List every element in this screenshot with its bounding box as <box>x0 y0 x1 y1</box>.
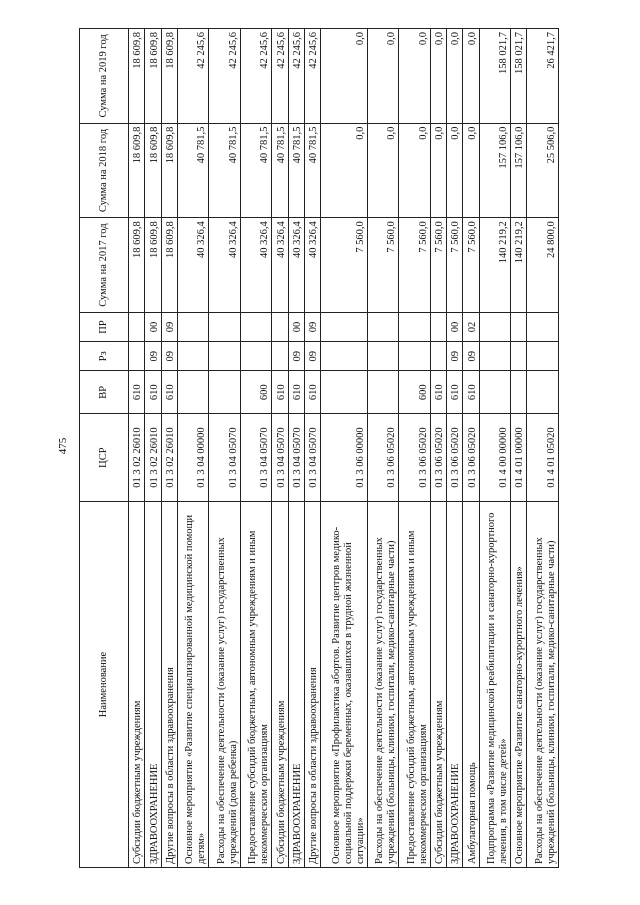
amount-2018-cell: 0,0 <box>463 123 479 218</box>
table-row <box>161 29 177 868</box>
amount-2017-cell: 40 326,4 <box>240 218 271 313</box>
name-cell: ЗДРАВООХРАНЕНИЕ <box>288 502 304 868</box>
amount-2018-cell: 157 106,0 <box>511 123 527 218</box>
header-pr: ПР <box>80 312 129 341</box>
amount-2018-cell: 157 106,0 <box>479 123 510 218</box>
amount-2017-cell: 18 609,8 <box>161 218 177 313</box>
amount-2017-cell: 7 560,0 <box>321 218 368 313</box>
amount-2018-cell: 18 609,8 <box>129 123 145 218</box>
csr-cell: 01 3 06 05020 <box>430 414 446 502</box>
table-row <box>145 29 161 868</box>
pr-cell <box>272 312 288 341</box>
pr-cell <box>511 312 527 341</box>
vr-cell <box>511 371 527 414</box>
rz-cell: 09 <box>447 342 463 371</box>
name-cell: Подпрограмма «Развитие медицинской реабилитации и санаторно-курортного лечения, в том числе детей» <box>479 502 510 868</box>
vr-cell: 600 <box>240 371 271 414</box>
table-row <box>178 29 209 868</box>
table-row <box>511 29 527 868</box>
vr-cell: 610 <box>447 371 463 414</box>
pr-cell <box>399 312 430 341</box>
amount-2019-cell: 42 245,6 <box>272 29 288 124</box>
table-row <box>479 29 510 868</box>
amount-2017-cell: 140 219,2 <box>479 218 510 313</box>
vr-cell: 600 <box>399 371 430 414</box>
amount-2018-cell: 18 609,8 <box>161 123 177 218</box>
amount-2019-cell: 18 609,8 <box>129 29 145 124</box>
name-cell: Другие вопросы в области здравоохранения <box>161 502 177 868</box>
header-2019: Сумма на 2019 год <box>80 29 129 124</box>
table-row <box>321 29 368 868</box>
amount-2019-cell: 18 609,8 <box>161 29 177 124</box>
rz-cell <box>240 342 271 371</box>
csr-cell: 01 4 01 00000 <box>511 414 527 502</box>
amount-2017-cell: 40 326,4 <box>288 218 304 313</box>
name-cell: Основное мероприятие «Развитие санаторно-курортного лечения» <box>511 502 527 868</box>
budget-table <box>79 28 559 868</box>
amount-2018-cell: 0,0 <box>447 123 463 218</box>
rz-cell <box>399 342 430 371</box>
name-cell: Субсидии бюджетным учреждениям <box>129 502 145 868</box>
name-cell: Расходы на обеспечение деятельности (оказание услуг) государственных учреждений (дома ребенка) <box>209 502 240 868</box>
pr-cell: 00 <box>447 312 463 341</box>
amount-2019-cell: 0,0 <box>367 29 398 124</box>
rz-cell <box>367 342 398 371</box>
rz-cell: 09 <box>463 342 479 371</box>
rz-cell <box>479 342 510 371</box>
header-2017: Сумма на 2017 год <box>80 218 129 313</box>
amount-2017-cell: 140 219,2 <box>511 218 527 313</box>
name-cell: Субсидии бюджетным учреждениям <box>430 502 446 868</box>
name-cell: Субсидии бюджетным учреждениям <box>272 502 288 868</box>
amount-2018-cell: 0,0 <box>430 123 446 218</box>
table-row <box>527 29 559 868</box>
vr-cell <box>479 371 510 414</box>
amount-2018-cell: 40 781,5 <box>304 123 320 218</box>
pr-cell <box>321 312 368 341</box>
amount-2019-cell: 18 609,8 <box>145 29 161 124</box>
amount-2017-cell: 40 326,4 <box>272 218 288 313</box>
pr-cell: 00 <box>288 312 304 341</box>
amount-2019-cell: 42 245,6 <box>209 29 240 124</box>
amount-2018-cell: 0,0 <box>367 123 398 218</box>
rz-cell: 09 <box>145 342 161 371</box>
page-number: 475 <box>57 437 69 455</box>
table-row <box>129 29 145 868</box>
table-row <box>304 29 320 868</box>
pr-cell <box>178 312 209 341</box>
amount-2017-cell: 40 326,4 <box>178 218 209 313</box>
name-cell: Расходы на обеспечение деятельности (оказание услуг) государственных учреждений (больницы, клиники, госпитали, медико-санитарные части) <box>367 502 398 868</box>
csr-cell: 01 3 04 05070 <box>240 414 271 502</box>
header-rz: Рз <box>80 342 129 371</box>
csr-cell: 01 4 00 00000 <box>479 414 510 502</box>
amount-2019-cell: 158 021,7 <box>511 29 527 124</box>
table-row <box>367 29 398 868</box>
amount-2018-cell: 0,0 <box>321 123 368 218</box>
amount-2018-cell: 0,0 <box>399 123 430 218</box>
amount-2019-cell: 42 245,6 <box>288 29 304 124</box>
amount-2019-cell: 0,0 <box>430 29 446 124</box>
rz-cell <box>527 342 559 371</box>
vr-cell: 610 <box>272 371 288 414</box>
vr-cell <box>321 371 368 414</box>
amount-2017-cell: 40 326,4 <box>209 218 240 313</box>
csr-cell: 01 3 06 00000 <box>321 414 368 502</box>
table-row <box>463 29 479 868</box>
amount-2019-cell: 42 245,6 <box>240 29 271 124</box>
name-cell: Другие вопросы в области здравоохранения <box>304 502 320 868</box>
csr-cell: 01 3 06 05020 <box>399 414 430 502</box>
csr-cell: 01 3 02 26010 <box>161 414 177 502</box>
header-name: Наименование <box>80 502 129 868</box>
vr-cell: 610 <box>161 371 177 414</box>
table-row <box>430 29 446 868</box>
amount-2019-cell: 42 245,6 <box>178 29 209 124</box>
csr-cell: 01 3 02 26010 <box>145 414 161 502</box>
amount-2018-cell: 18 609,8 <box>145 123 161 218</box>
vr-cell <box>527 371 559 414</box>
vr-cell: 610 <box>304 371 320 414</box>
pr-cell <box>240 312 271 341</box>
vr-cell <box>209 371 240 414</box>
amount-2019-cell: 158 021,7 <box>479 29 510 124</box>
pr-cell: 09 <box>161 312 177 341</box>
rz-cell <box>209 342 240 371</box>
amount-2018-cell: 40 781,5 <box>272 123 288 218</box>
header-2018: Сумма на 2018 год <box>80 123 129 218</box>
amount-2019-cell: 26 421,7 <box>527 29 559 124</box>
table-header-row <box>80 29 129 868</box>
pr-cell: 02 <box>463 312 479 341</box>
csr-cell: 01 3 04 05070 <box>272 414 288 502</box>
amount-2018-cell: 40 781,5 <box>209 123 240 218</box>
vr-cell <box>178 371 209 414</box>
rz-cell: 09 <box>161 342 177 371</box>
rz-cell <box>129 342 145 371</box>
amount-2017-cell: 7 560,0 <box>367 218 398 313</box>
table-row <box>399 29 430 868</box>
amount-2017-cell: 40 326,4 <box>304 218 320 313</box>
csr-cell: 01 3 04 05070 <box>209 414 240 502</box>
name-cell: Основное мероприятие «Профилактика абортов. Развитие центров медико-социальной поддержки беременных, оказавшихся в трудной жизненной ситуации» <box>321 502 368 868</box>
csr-cell: 01 3 06 05020 <box>447 414 463 502</box>
amount-2018-cell: 40 781,5 <box>288 123 304 218</box>
rz-cell: 09 <box>288 342 304 371</box>
table-row <box>209 29 240 868</box>
pr-cell <box>527 312 559 341</box>
table-row <box>240 29 271 868</box>
amount-2019-cell: 0,0 <box>447 29 463 124</box>
pr-cell <box>209 312 240 341</box>
amount-2019-cell: 42 245,6 <box>304 29 320 124</box>
csr-cell: 01 3 04 05070 <box>304 414 320 502</box>
pr-cell <box>479 312 510 341</box>
table-row <box>288 29 304 868</box>
name-cell: Предоставление субсидий бюджетным, автономным учреждениям и иным некоммерческим организациям <box>240 502 271 868</box>
csr-cell: 01 3 04 00000 <box>178 414 209 502</box>
amount-2017-cell: 7 560,0 <box>463 218 479 313</box>
pr-cell: 09 <box>304 312 320 341</box>
amount-2019-cell: 0,0 <box>321 29 368 124</box>
header-csr: ЦСР <box>80 414 129 502</box>
vr-cell <box>367 371 398 414</box>
amount-2018-cell: 25 506,0 <box>527 123 559 218</box>
name-cell: Основное мероприятие «Развитие специализированной медицинской помощи детям» <box>178 502 209 868</box>
rz-cell <box>511 342 527 371</box>
amount-2017-cell: 7 560,0 <box>399 218 430 313</box>
csr-cell: 01 3 02 26010 <box>129 414 145 502</box>
amount-2017-cell: 18 609,8 <box>129 218 145 313</box>
csr-cell: 01 3 04 05070 <box>288 414 304 502</box>
amount-2017-cell: 7 560,0 <box>447 218 463 313</box>
name-cell: Предоставление субсидий бюджетным, автономным учреждениям и иным некоммерческим организациям <box>399 502 430 868</box>
name-cell: Расходы на обеспечение деятельности (оказание услуг) государственных учреждений (больницы, клиники, госпитали, медико-санитарные части) <box>527 502 559 868</box>
name-cell: ЗДРАВООХРАНЕНИЕ <box>447 502 463 868</box>
rz-cell <box>178 342 209 371</box>
csr-cell: 01 4 01 05020 <box>527 414 559 502</box>
pr-cell <box>430 312 446 341</box>
table-row <box>272 29 288 868</box>
header-vr: ВР <box>80 371 129 414</box>
csr-cell: 01 3 06 05020 <box>463 414 479 502</box>
amount-2018-cell: 40 781,5 <box>178 123 209 218</box>
vr-cell: 610 <box>430 371 446 414</box>
amount-2017-cell: 18 609,8 <box>145 218 161 313</box>
rz-cell <box>321 342 368 371</box>
name-cell: Амбулаторная помощь <box>463 502 479 868</box>
rz-cell: 09 <box>304 342 320 371</box>
amount-2017-cell: 24 800,0 <box>527 218 559 313</box>
amount-2017-cell: 7 560,0 <box>430 218 446 313</box>
vr-cell: 610 <box>288 371 304 414</box>
amount-2019-cell: 0,0 <box>399 29 430 124</box>
vr-cell: 610 <box>463 371 479 414</box>
pr-cell: 00 <box>145 312 161 341</box>
vr-cell: 610 <box>129 371 145 414</box>
amount-2018-cell: 40 781,5 <box>240 123 271 218</box>
amount-2019-cell: 0,0 <box>463 29 479 124</box>
table-row <box>447 29 463 868</box>
pr-cell <box>129 312 145 341</box>
name-cell: ЗДРАВООХРАНЕНИЕ <box>145 502 161 868</box>
vr-cell: 610 <box>145 371 161 414</box>
csr-cell: 01 3 06 05020 <box>367 414 398 502</box>
rz-cell <box>430 342 446 371</box>
table-body <box>129 29 559 868</box>
pr-cell <box>367 312 398 341</box>
rz-cell <box>272 342 288 371</box>
budget-table-wrapper <box>79 28 559 868</box>
